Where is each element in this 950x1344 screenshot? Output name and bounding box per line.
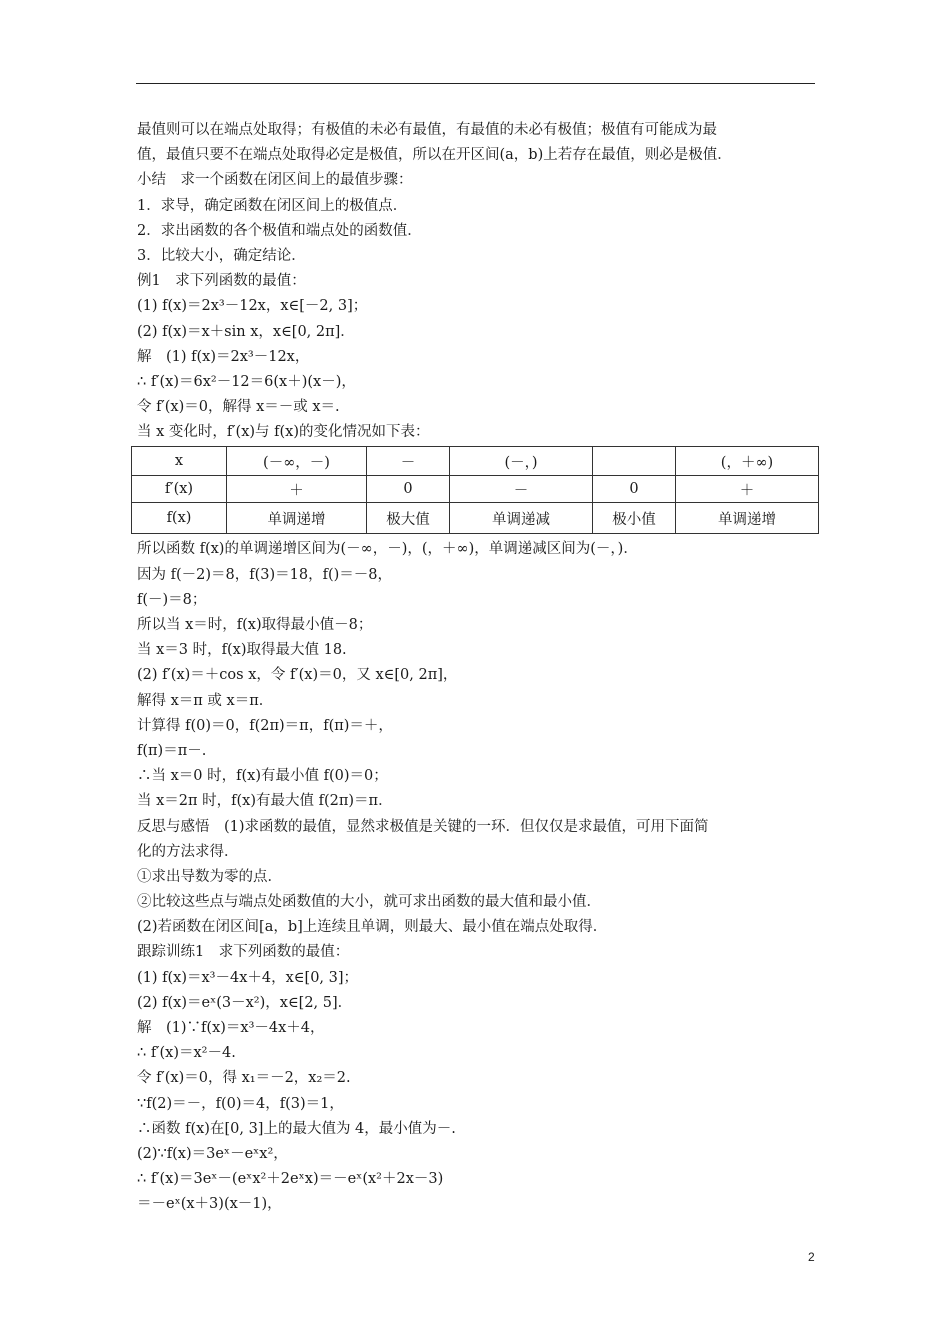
table-cell: f′(x) (132, 476, 227, 503)
text-line: (1) f(x)＝x³－4x＋4，x∈[0, 3]； (137, 969, 359, 986)
text-line: 因为 f(－2)＝8，f(3)＝18，f()＝－8， (137, 566, 393, 583)
text-line: 1．求导，确定函数在闭区间上的极值点． (137, 197, 408, 214)
text-line: f(π)＝π－. (137, 742, 207, 759)
table-row (132, 447, 819, 476)
table-cell: ＋ (676, 476, 819, 503)
text-line: ②比较这些点与端点处函数值的大小，就可求出函数的最大值和最小值． (137, 894, 601, 911)
table-cell: 0 (593, 476, 676, 503)
table-cell: (－，) (450, 447, 593, 476)
text-line: 解 (1) f(x)＝2x³－12x， (137, 348, 310, 365)
table-cell: 极大值 (367, 503, 450, 534)
table-row (132, 476, 819, 503)
variation-table (131, 446, 819, 534)
text-line: ∴ f′(x)＝x²－4. (137, 1045, 236, 1062)
text-line: 令 f′(x)＝0，解得 x＝－或 x＝. (137, 399, 340, 416)
table-cell: f(x) (132, 503, 227, 534)
text-block-after-table (137, 537, 817, 1217)
table-row (132, 503, 819, 534)
text-line: (2) f′(x)＝＋cos x，令 f′(x)＝0，又 x∈[0, 2π]， (137, 667, 458, 684)
text-line: ∴ f′(x)＝6x²－12＝6(x＋)(x－)， (137, 373, 356, 390)
text-line: f(－)＝8； (137, 591, 207, 608)
document-body (137, 118, 817, 1218)
table-cell: 单调递减 (450, 503, 593, 534)
text-line: (2) f(x)＝x＋sin x，x∈[0, 2π]． (137, 323, 355, 340)
text-line: 最值则可以在端点处取得；有极值的未必有最值，有最值的未必有极值；极值有可能成为最 (137, 122, 717, 138)
table-cell: － (450, 476, 593, 503)
text-line: 3．比较大小，确定结论． (137, 247, 306, 264)
text-line: 令 f′(x)＝0，得 x₁＝－2，x₂＝2. (137, 1070, 351, 1087)
text-line: 解 (1)∵f(x)＝x³－4x＋4， (137, 1020, 325, 1036)
variation-table-wrapper (131, 446, 817, 534)
text-line: (2) f(x)＝eˣ(3－x²)，x∈[2, 5]． (137, 994, 353, 1011)
text-line: 当 x 变化时，f′(x)与 f(x)的变化情况如下表： (137, 424, 430, 441)
text-line: 所以函数 f(x)的单调递增区间为(－∞，－)，(，＋∞)，单调递减区间为(－，)． (137, 541, 638, 558)
table-cell: － (367, 447, 450, 476)
text-line: ∵f(2)＝－，f(0)＝4，f(3)＝1， (137, 1095, 344, 1112)
text-block-before-table (137, 118, 817, 445)
text-line: 化的方法求得． (137, 843, 239, 860)
text-line: 所以当 x＝时，f(x)取得最小值－8； (137, 617, 373, 633)
table-cell: 0 (367, 476, 450, 503)
table-cell: (，＋∞) (676, 447, 819, 476)
table-cell (593, 447, 676, 476)
text-line: ∴ f′(x)＝3eˣ－(eˣx²＋2eˣx)＝－eˣ(x²＋2x－3) (137, 1171, 444, 1188)
table-cell: (－∞，－) (227, 447, 367, 476)
text-line: ∴当 x＝0 时，f(x)有最小值 f(0)＝0； (137, 768, 388, 785)
table-cell: x (132, 447, 227, 476)
text-line: 解得 x＝π 或 x＝π． (137, 692, 274, 709)
text-line: 计算得 f(0)＝0，f(2π)＝π，f(π)＝＋， (137, 717, 393, 734)
text-line: 小结 求一个函数在闭区间上的最值步骤： (137, 172, 413, 189)
table-cell: 单调递增 (676, 503, 819, 534)
text-line: (2)∵f(x)＝3eˣ－eˣx²， (137, 1145, 288, 1162)
text-line: 反思与感悟 (1)求函数的最值，显然求极值是关键的一环．但仅仅是求最值，可用下面简 (137, 818, 709, 835)
table-cell: ＋ (227, 476, 367, 503)
text-line: 跟踪训练1 求下列函数的最值： (137, 944, 350, 961)
text-line: (1) f(x)＝2x³－12x，x∈[－2, 3]； (137, 298, 368, 315)
text-line: 当 x＝2π 时，f(x)有最大值 f(2π)＝π． (137, 793, 393, 810)
text-line: (2)若函数在闭区间[a，b]上连续且单调，则最大、最小值在端点处取得． (137, 919, 608, 936)
text-line: ①求出导数为零的点． (137, 868, 282, 885)
page-number: 2 (808, 1250, 815, 1264)
text-line: 例1 求下列函数的最值： (137, 273, 306, 290)
table-cell: 单调递增 (227, 503, 367, 534)
text-line: 2．求出函数的各个极值和端点处的函数值． (137, 222, 422, 239)
text-line: 当 x＝3 时，f(x)取得最大值 18. (137, 642, 347, 659)
text-line: ∴函数 f(x)在[0, 3]上的最大值为 4，最小值为－. (137, 1120, 456, 1137)
text-line: ＝－eˣ(x＋3)(x－1)， (137, 1196, 282, 1213)
table-cell: 极小值 (593, 503, 676, 534)
text-line: 值，最值只要不在端点处取得必定是极值，所以在开区间(a，b)上若存在最值，则必是极值． (137, 147, 732, 164)
header-rule (136, 83, 815, 84)
